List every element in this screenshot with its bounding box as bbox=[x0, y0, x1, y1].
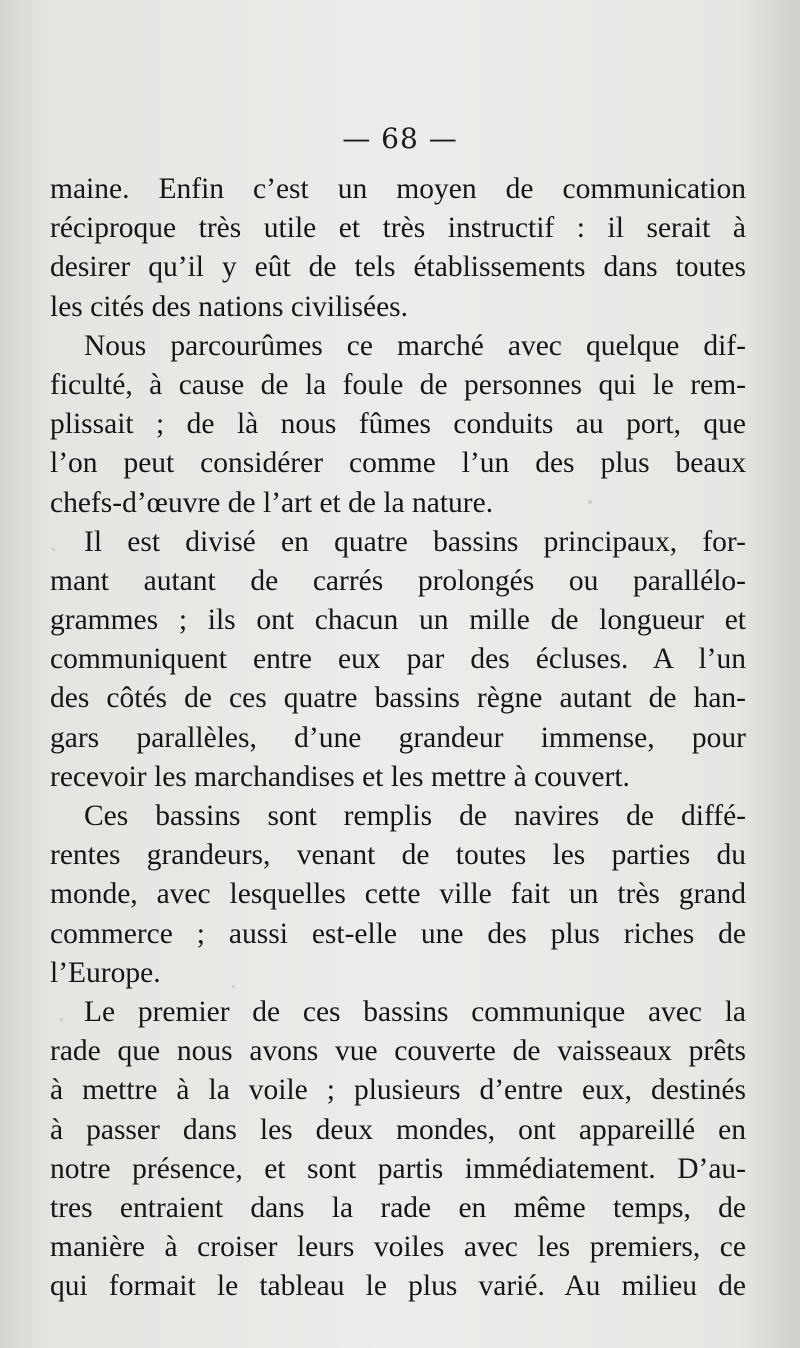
text-line: mant autant de carrés prolongés ou parallélo- bbox=[50, 564, 746, 597]
text-line: réciproque très utile et très instructif : il serait à bbox=[50, 212, 746, 245]
text-line: chefs-d’œuvre de l’art et de la nature. bbox=[50, 486, 494, 519]
text-line: monde, avec lesquelles cette ville fait un très grand bbox=[50, 878, 746, 911]
text-line: ficulté, à cause de la foule de personnes qui le rem- bbox=[50, 368, 746, 401]
body-text bbox=[50, 170, 746, 1306]
text-line: desirer qu’il y eût de tels établissements dans toutes bbox=[50, 251, 746, 284]
text-line: des côtés de ces quatre bassins règne autant de han- bbox=[50, 682, 746, 715]
text-line: l’on peut considérer comme l’un des plus beaux bbox=[50, 447, 746, 480]
text-line: les cités des nations civilisées. bbox=[50, 290, 409, 323]
text-line: maine. Enfin c’est un moyen de communication bbox=[50, 173, 746, 205]
paper-speck bbox=[60, 1018, 63, 1021]
text-line: tres entraient dans la rade en même temps, de bbox=[50, 1191, 746, 1224]
text-line: qui formait le tableau le plus varié. Au milieu de bbox=[50, 1270, 746, 1303]
text-line: recevoir les marchandises et les mettre à couvert. bbox=[50, 760, 630, 793]
paper-speck bbox=[588, 500, 592, 504]
text-line: rade que nous avons vue couverte de vaisseaux prêts bbox=[50, 1035, 746, 1068]
paper-speck bbox=[52, 548, 55, 551]
text-line: notre présence, et sont partis immédiatement. D’au- bbox=[50, 1152, 746, 1185]
text-line: plissait ; de là nous fûmes conduits au port, que bbox=[50, 408, 746, 441]
text-line: gars parallèles, d’une grandeur immense, pour bbox=[50, 721, 746, 754]
text-line: grammes ; ils ont chacun un mille de longueur et bbox=[50, 604, 746, 637]
text-line: Le premier de ces bassins communique avec la bbox=[84, 995, 746, 1028]
paragraph bbox=[50, 797, 746, 993]
page-number: — 68 — bbox=[342, 122, 458, 155]
text-line: Ces bassins sont remplis de navires de diffé- bbox=[84, 800, 746, 832]
text-line: communiquent entre eux par des écluses. A l’un bbox=[50, 643, 746, 676]
text-line: commerce ; aussi est-elle une des plus riches de bbox=[50, 917, 746, 950]
text-line: à mettre à la voile ; plusieurs d’entre eux, destinés bbox=[50, 1074, 746, 1107]
text-line: l’Europe. bbox=[50, 956, 161, 989]
paragraph bbox=[50, 327, 746, 523]
text-line: Il est divisé en quatre bassins principaux, for- bbox=[84, 525, 746, 558]
text-line: rentes grandeurs, venant de toutes les parties du bbox=[50, 839, 746, 872]
paragraph bbox=[50, 523, 746, 797]
paragraph bbox=[50, 170, 746, 327]
text-line: à passer dans les deux mondes, ont appareillé en bbox=[50, 1113, 746, 1146]
text-line: Nous parcourûmes ce marché avec quelque dif- bbox=[84, 329, 746, 362]
text-line: manière à croiser leurs voiles avec les premiers, ce bbox=[50, 1231, 746, 1264]
paragraph bbox=[50, 993, 746, 1307]
paper-speck bbox=[232, 985, 235, 988]
